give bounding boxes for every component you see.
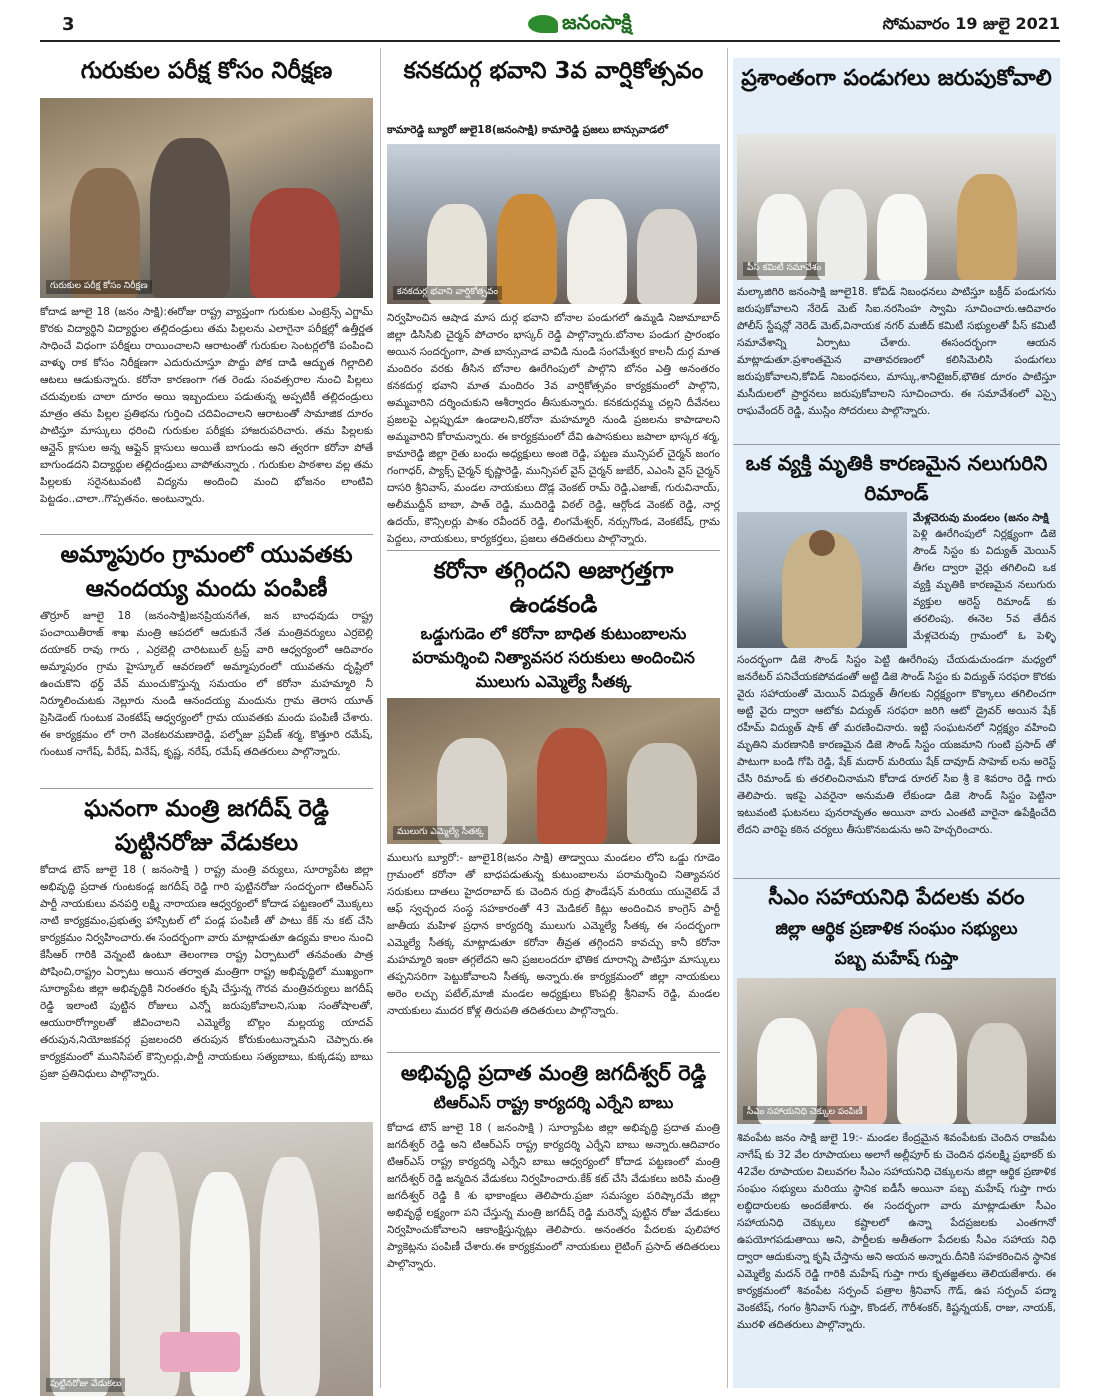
masthead	[40, 8, 1060, 40]
photo-caption: కనకదుర్గ భవాని వార్షికోత్సవం	[393, 286, 502, 300]
article-cm-relief-fund	[733, 880, 1060, 1376]
article-body: మల్కాజిగిరి జనంసాక్షి జూలై18. కోవిడ్ నిబంధనలు పాటిస్తూ బక్రీద్ పండుగను జరుపుకోవాలని నేరెడ్ మెట్ సిఐ.నరసింహ స్వామి సూచించారు.ఆదివారం పోలీస్ స్టేషన్లో నెరెడ్ మెట్,వినాయక నగర్ మజీద్ కమిటీ సభ్యులతో పీస్ కమిటీ సమావేశాన్ని ఏర్పాటు చేశారు. ఈసందర్భంగా ఆయన మాట్లాడుతూ.ప్రశాంతమైన వాతావరణంలో కలిసిమెలిసి పండుగలు జరుపుకోవాలని,కోవిడ్ నిబంధనలు, మాస్కు,శానిటైజర్,భౌతిక దూరం పాటిస్తూ మసీదులలో ప్రార్ధనలు జరుపుకోవాలని సూచించారు. ఈ సమావేశంలో ఎస్సై రాఘవేందర్ రెడ్డి, ముస్లిం సోదరులు పాల్గొన్నారు.	[737, 286, 1056, 417]
subheadline: ములుగు ఎమ్మెల్యే సీతక్క	[475, 672, 632, 691]
article-body: ములుగు బ్యూరో:- జూలై18(జనం సాక్షి) తాడ్వాయి మండలం లోని ఒడ్డు గూడెం గ్రామంలో కరోనా తో బాధపడుతున్న కుటుంబాలను పరామర్శించి నిత్యావసర సరుకులు దాతలు హైదరాబాద్ కు చెందిన రుద్ర ఫౌండేషన్ మరియు యునైటెడ్ వే ఆఫ్ స్వచ్ఛంద సంస్థ సహకారంతో 43 మెడికల్ కిట్లు అందించిన కాంగ్రెస్ పార్టీ జాతీయ మహిళ ప్రధాన కార్యదర్శి ములుగు ఎమ్మెల్యే సీతక్క ఈ సందర్భంగా ఎమ్మెల్యే సీతక్క మాట్లాడుతూ కరోనా తీవ్రత తగ్గిందని కావచ్చు కానీ కరోనా మహమ్మారి ఇంకా తగ్గలేదని అని ప్రజలందరూ భౌతిక దూరాన్ని పాటిస్తూ మాస్కులు తప్పనిసరిగా పెట్టుకోవాలని సీతక్క అన్నారు.ఈ కార్యక్రమంలో జిల్లా నాయకులు అరెం లచ్చు పటేల్,మాజీ మండల అధ్యక్షులు కొంపల్లి శ్రీనివాస్ రెడ్డి, మండల నాయకులు ముదర కోళ్ల తిరుపతి తదితరులు పాల్గొన్నారు.	[387, 852, 720, 1017]
photo-seethakka	[387, 698, 720, 844]
article-body: కోదాడ టౌన్ జూలై 18 ( జనంసాక్షి ) సూర్యాపేట జిల్లా అభివృద్ధి ప్రదాత మంత్రి జగదీశ్వర్ రెడ్డి అని టిఆర్ఎస్ రాష్ట్ర కార్యదర్శి ఎర్నేని బాబు అన్నారు.ఆదివారం టిఆర్ఎస్ రాష్ట్ర కార్యదర్శి ఎర్నేని బాబు ఆధ్వర్యంలో కోదాడ పట్టణంలో మంత్రి జగదీశ్వర్ రెడ్డి జన్మదిన వేడుకలు నిర్వహించారు.కేక్ కట్ చేసి వేడుకలు జరిపి మంత్రి జగదీశ్వర్ రెడ్డి కి శు భాకాంక్షలు తెలిపారు.ప్రజా సమస్యల పరిష్కారమే జిల్లా అభివృద్ధే లక్ష్యంగా పని చేస్తున్న మంత్రి జగదీష్ రెడ్డి మరెన్నో పుట్టిన రోజు వేడుకలు నిర్వహించుకోవాలని ఆకాంక్షిస్తున్నట్లు తెలిపారు. అనంతరం పేదలకు పులిహార ప్యాకెట్లను పంపిణీ చేశారు.ఈ కార్యక్రమంలో నాయకులు లైటింగ్ ప్రసాద్ తదితరులు పాల్గొన్నారు.	[387, 1122, 720, 1270]
headline: కరోనా తగ్గిందని అజాగ్రత్తగా ఉండకండి	[433, 558, 674, 618]
subheadline: జిల్లా ఆర్థిక ప్రణాళిక సంఘం సభ్యులు	[775, 919, 1018, 939]
article-minister-birthday	[40, 792, 373, 1116]
article-separator	[733, 878, 1060, 879]
article-birthday-photo	[40, 1122, 373, 1396]
subheadline: పబ్బ మహేష్ గుప్తా	[834, 949, 959, 969]
article-development-minister	[387, 1056, 720, 1382]
headline: కనకదుర్గ భవాని 3వ వార్షికోత్సవం	[403, 58, 704, 84]
subheadline: టిఆర్ఎస్ రాష్ట్ర కార్యదర్శి ఎర్నేని బాబు	[433, 1093, 674, 1112]
article-peaceful-festivals	[733, 62, 1060, 436]
photo-caption: పుట్టినరోజు వేడుకలు	[46, 1378, 125, 1392]
byline: కామారెడ్డి బ్యూరో జులై18(జనంసాక్షి) కామారెడ్డి ప్రజలు బాన్సువాడలో	[387, 124, 668, 136]
article-body: కోదాడ జూలై 18 (జనం సాక్షి):ఈరోజు రాష్ట్ర వ్యాప్తంగా గురుకుల ఎంట్రెన్స్ ఎగ్జామ్ కొరకు విద్యార్థిని విద్యార్థుల తల్లిదండ్రులు తమ పిల్లలను ఎలాగైనా పరీక్షల్లో ఉత్తీర్ణత సాధించే విధంగా పరీక్షలు రాయించాలని ఆరాటంతో గురుకుల సెంటర్లలోకి పంపించి వాళ్ళు రాక కోసం నిరీక్షణగా ఎదురుచూస్తూ పొద్దు పోక దాడి ఆద్భుత గిల్లాదిలి ఆటలు ఆడుకున్నారు. కరోనా కారణంగా గత రెండు సంవత్సరాల నుంచి పిల్లలు చదువులకు చాలా దూరం అయి ఇబ్బందులు పడుతున్న అప్పటికీ తల్లిదండ్రులు మాత్రం తమ పిల్లల ప్రతిభను గుర్తించి చదివించాలని ఆరాటంతో సామాజిక దూరం పాటిస్తూ మాస్కులు ధరించి గురుకుల పరీక్షకు హాజరుపరిచారు. తమ పిల్లలకు ఆన్లైన్ క్లాసుల అన్న ఆఫ్లైన్ క్లాసులు అయితే బాగుండు అని త్వరగా కరోనా పోతే బాగుండదని విద్యార్థుల తల్లిదండ్రులు వాపోతున్నారు . గురుకుల పాఠశాల వల్ల తమ పిల్లలకు సరైనటువంటి విద్యను అందించి మంచి భోజనం లాంటివి పెట్టడం..చాలా..గొప్పతనం. అంటున్నారు.	[40, 306, 373, 505]
photo-caption: ములుగు ఎమ్మెల్యే సీతక్క	[393, 826, 488, 840]
article-anandayya-medicine	[40, 538, 373, 794]
article-body-side: పెళ్లి ఊరేగింపులో నిర్లక్ష్యంగా డిజె సౌండ్ సిస్టం కు విద్యుత్ మెయిన్ తీగల ద్వారా వైర్లు తగిలించి ఒక వ్యక్తి మృతికి కారణమైన నలుగురు వ్యక్తుల అరెస్ట్ రిమాండ్ కు తరలింపు. ఈనెల 5వ తేదీన మేళ్లచెరువు గ్రామంలో ఓ పెళ్ళి	[913, 528, 1056, 642]
article-remand	[733, 448, 1060, 870]
photo-police-officer	[737, 512, 907, 648]
byline: మేళ్లచెరువు మండలం (జనం సాక్షి	[913, 512, 1049, 524]
headline: ప్రశాంతంగా పండుగలు జరుపుకోవాలి	[741, 66, 1052, 91]
headline: అభివృద్ధి ప్రదాత మంత్రి జగదీశ్వర్ రెడ్డి	[400, 1061, 707, 1085]
photo-gurukul-exam	[40, 98, 373, 298]
article-corona-seethakka	[387, 554, 720, 1054]
column-divider	[380, 48, 381, 1388]
remand-side-text	[913, 512, 1056, 648]
photo-birthday-celebration	[40, 1122, 373, 1396]
headline: ఒక వ్యక్తి మృతికి కారణమైన నలుగురిని రిమాండ్	[745, 451, 1048, 505]
headline: అమ్మాపురం గ్రామంలో యువతకు ఆనందయ్య మందు పంపిణీ	[60, 542, 353, 602]
headline: ఘనంగా మంత్రి జగదీష్ రెడ్డి పుట్టినరోజు వేడుకలు	[84, 796, 329, 856]
photo-cm-relief-fund	[737, 978, 1056, 1124]
logo-text: జనంసాక్షి	[562, 10, 632, 34]
photo-caption: సీఎం సహాయనిధి చెక్కుల పంపిణీ	[743, 1106, 867, 1120]
article-separator	[40, 534, 373, 535]
photo-caption: పీస్ కమిటీ సమావేశం	[743, 262, 825, 276]
photo-kanakadurga	[387, 144, 720, 304]
photo-caption: గురుకుల పరీక్ష కోసం నిరీక్షణ	[46, 280, 152, 294]
article-body: నిర్వహించిన ఆషాడ మాస దుర్గ భవాని బోనాల పండుగలో ఉమ్మడి నిజామాబాద్ జిల్లా డిసిసిబి చైర్మన్ పోచారం భాస్కర్ రెడ్డి పాల్గొన్నారు.బోనాల పండుగ ప్రారంభం అయిన సందర్భంగా, పాత బాన్సువాడ వావిడి నుండి సంగమేశ్వర కాలనీ దుర్గ మాత మందిరం వరకు తీసిన బోనాల ఊరేగింపులో పాల్గొని బోనం ఎత్తి అనంతరం కనకదుర్గ భవాని మాత మందిరం 3వ వార్షికోత్సవం కార్యక్రమంలో పాల్గొని, అమ్మవారిని దర్శించుకుని ఆశీర్వాదం తీసుకున్నారు. కనకదుర్గమ్మ చల్లని దీవేనలు ప్రజలపై ఎల్లప్పుడూ ఉండాలని,కరోనా మహమ్మారి నుండి ప్రజలను కాపాడాలని అమ్మవారిని కోరామన్నారు. ఈ కార్యక్రమంలో దేవి ఉపాసకులు జపాలా భాస్కర శర్మ, కామారెడ్డి జిల్లా రైతు బంధు అధ్యక్షులు అంజి రెడ్డి, పట్టణ మున్సిపల్ చైర్మన్ జంగం గంగాధర్, ప్యాక్స్ చైర్మన్ కృష్ణారెడ్డి, మున్సిపల్ వైస్ చైర్మన్ జుబేర్, ఎఎంసి వైస్ చైర్మన్ దాసరి శ్రీనివాస్, మండల నాయకులు దొడ్ల వెంకట్ రామ్ రెడ్డి,ఎజాజ్, గురువినాయ్, అలీముద్దీన్ బాబా, పాత్ రెడ్డి, ముదిరెడ్డి విఠల్ రెడ్డి, ఆర్గోండ వెంకట్ రెడ్డి, నార్ల ఉదయ్, కౌన్సిలర్లు పాశం రవీందర్ రెడ్డి, లింగమేశ్వర్, నర్సుగొండ, వెంకటేష్, గ్రామ పెద్దలు, నాయకులు, కార్యకర్తలు, ప్రజలు తదితరులు పాల్గొన్నారు.	[387, 312, 720, 545]
article-kanakadurga	[387, 54, 720, 546]
article-body: శివంపేట జనం సాక్షి జులై 19:- మండల కేంద్రమైన శివంపేటకు చెందిన రాజపేట నాగేష్ కు 32 వేల రూపాయలు అలాగే అల్లీపూర్ కు చెందిన ధనలక్ష్మి ప్రభాకర్ కు 42వేల రూపాయల విలువగల సీఎం సహాయనిధి చెక్కులను జిల్లా ఆర్థిక ప్రణాళిక సంఘం సభ్యులు మరియు స్థానిక ఐడీసీ అయినా పబ్బ మహేష్ గుప్తా గారు లబ్ధిదారులకు అందజేశారు. ఈ సందర్భంగా వారు మాట్లాడుతూ సీఎం సహాయనిధి చెక్కులు కష్టాలలో ఉన్నా పేదప్రజలకు ఎంతగానో ఉపయోగపడుతాయి అని, పార్టీలకు అతీతంగా పేదలకు సీఎం సహాయ నిధి ద్వారా ఆదుకున్నా కృషి చేస్తాను అని అయన అన్నారు.దీనికి సహకరించిన స్థానిక ఎమ్మెల్యే మదన్ రెడ్డి గారికి మహేష్ గుప్తా గారు కృతజ్ఞతలు తెలియజేశారు. ఈ కార్యక్రమంలో శివంపేట సర్పంచ్ పత్రాల శ్రీనివాస్ గౌడ్, ఉప సర్పంచ్ పద్మా వెంకటేష్, గంగం శ్రీనివాస్ గుప్తా, కొండల్, గౌరీశంకర్, కిష్టన్నయక్, రాజు, నాయక్, మురళి తదితరులు పాల్గొన్నారు.	[737, 1132, 1056, 1331]
page-number: 3	[62, 14, 75, 35]
article-gurukul-exam	[40, 54, 373, 540]
subheadline: ఒడ్డుగుడెం లో కరోనా బాధిత కుటుంబాలను	[420, 624, 687, 643]
issue-date: సోమవారం 19 జులై 2021	[882, 14, 1060, 33]
masthead-rule	[40, 40, 1060, 42]
article-body: సందర్భంగా డిజె సౌండ్ సిస్టం పెట్టి ఊరేగింపు చేయడుచుండగా మధ్యలో జనరేటర్ పనిచేయకపోవడంతో అట్టి డిజె సౌండ్ సిస్టం కు విద్యుత్ సరఫరా కొరకు వైరు సహాయంతో మెయిన్ విద్యుత్ తీగలకు నిర్లక్ష్యంగా కొక్కాలు తగిలించగా అట్టి వైరు ద్వారా ఆటోకు విద్యుత్ సరఫరా జరిగి ఆటో డ్రైవర్ అయిన షేక్ రహీమ్ విద్యుత్ షాక్ తో మరణించినారు. ఇట్టి సంఘటనలో నిర్లక్ష్యం వహించి మృతిని మరణానికి కారణమైన డిజె సౌండ్ సిస్టం యజమాని గుంటి ప్రసాద్ తో పాటుగా బండి గోపి రెడ్డి, షేక్ మదార్ మరియు షేక్ దావూద్ సాహెబ్ లను అరెస్ట్ చేసి రిమాండ్ కు తరలించినామని కోదాడ రూరల్ సిఐ శ్రీ కె శివరాం రెడ్డి గారు తెలిపారు. ఇకపై ఎవరైనా అనుమతి లేకుండా డిజె సౌండ్ సిస్టం పెట్టినా ఇటువంటి ఘటనలు పునరావృతం అయినా వారు ఎంతటి వారైనా ఉపేక్షించేది లేదని వారిపై కఠిన చర్యలు తీసుకొనబడును అని హెచ్చరించారు.	[737, 654, 1056, 836]
article-separator	[387, 1052, 720, 1053]
newspaper-logo	[528, 10, 632, 39]
headline: గురుకుల పరీక్ష కోసం నిరీక్షణ	[80, 58, 333, 84]
logo-icon	[528, 15, 558, 33]
subheadline: పరామర్శించి నిత్యావసర సరుకులు అందించిన	[412, 648, 695, 667]
photo-peace-committee	[737, 134, 1056, 280]
article-separator	[387, 550, 720, 551]
article-separator	[733, 444, 1060, 445]
headline: సీఎం సహాయనిధి పేదలకు వరం	[768, 885, 1025, 909]
article-body: కోదాడ టౌన్ జూలై 18 ( జనంసాక్షి ) రాష్ట్ర మంత్రి వర్యులు, సూర్యాపేట జిల్లా అభివృద్ధి ప్రదాత గుంటకండ్ల జగదీష్ రెడ్డి గారి పుట్టినరోజు సందర్భంగా టిఆర్ఎస్ పార్టీ నాయకులు వనపర్తి లక్ష్మి నారాయణ ఆధ్వర్యంలో కోదాడ పట్టణంలో మొక్కలు నాటి కార్యక్రమం,ప్రభుత్వ హాస్పిటల్ లో పండ్ల పంపిణీ తో పాటు కేక్ ను కట్ చేసి కార్యక్రమం నిర్వహించారు.ఈ సందర్భంగా వారు మాట్లాడుతూ ఉద్యమ కాలం నుంచి కేసీఆర్ గారికి వెన్నంటి ఉంటూ తెలంగాణ రాష్ట్ర ఏర్పాటులో తనవంతు పాత్ర పోషించి,రాష్ట్రం ఏర్పాటు అయిన తర్వాత మంత్రిగా రాష్ట్ర అభివృద్ధిలో ముఖ్యంగా సూర్యాపేట జిల్లా అభివృద్ధికి నిరంతరం కృషి చేస్తున్న గౌరవ మంత్రివర్యులు జగదీష్ రెడ్డి ఇలాంటి పుట్టిన రోజులు ఎన్నో జరుపుకోవాలని,సుఖ సంతోషాలతో, ఆయురారోగ్యాలతో జీవించాలని ఎమ్మెల్యే బొల్లం మల్లయ్య యాదవ్ తరుపున,నియోజకవర్గ ప్రజలందరి తరుపున కోరుకుంటున్నామని చెప్పారు.ఈ కార్యక్రమంలో మునిసిపల్ కౌన్సిలర్లు,పార్టీ నాయకులు సత్యబాబు, కుక్కడపు బాబు ప్రజా ప్రతినిధులు పాల్గొన్నారు.	[40, 864, 373, 1080]
article-body: తొర్రూర్ జూలై 18 (జనంసాక్షి)జనప్రియనగేత, జన బాంధవుడు రాష్ట్ర పంచాయితీరాజ్ శాఖ మంత్రి ఆపదలో ఆదుకునే నేత మంత్రివర్యులు ఎర్రబెల్లి దయాకర్ రావు గారు , ఎర్రబెల్లి చారిటబుల్ ట్రస్ట్ వారి ఆధ్వర్యంలో ఆదివారం అమ్మాపురం గ్రామ హైస్కూల్ ఆవరణలో అమ్మాపురంలో యువతను దృష్టిలో ఉంచుకొని థర్డ్ వేవ్ ముంచుకొస్తున్న సమయం లో కరోనా మహమ్మారి నీ నిర్మూలించుటకు నెల్లూరు నుండి ఆనందయ్య మందును గ్రామ తెరాస యూత్ ప్రెసిడెంట్ గుంటుక వెంకటేష్ ఆధ్వర్యంలో గ్రామ యువతకు మందు పంపిణీ చేశారు. ఈ కార్యక్రమం లో రాగి వెంకటరమణారెడ్డి, పల్నోజు ప్రవీణ్ శర్మ, కొత్తూరి రమేష్, గుంటుక నాగేష్, వీరేష్, వినేష్, కృష్ణ, నరేష్, రమేష్ తదితరులు పాల్గొన్నారు.	[40, 610, 373, 758]
remand-top-block	[737, 512, 1056, 648]
article-separator	[40, 788, 373, 789]
column-divider	[727, 48, 728, 1388]
